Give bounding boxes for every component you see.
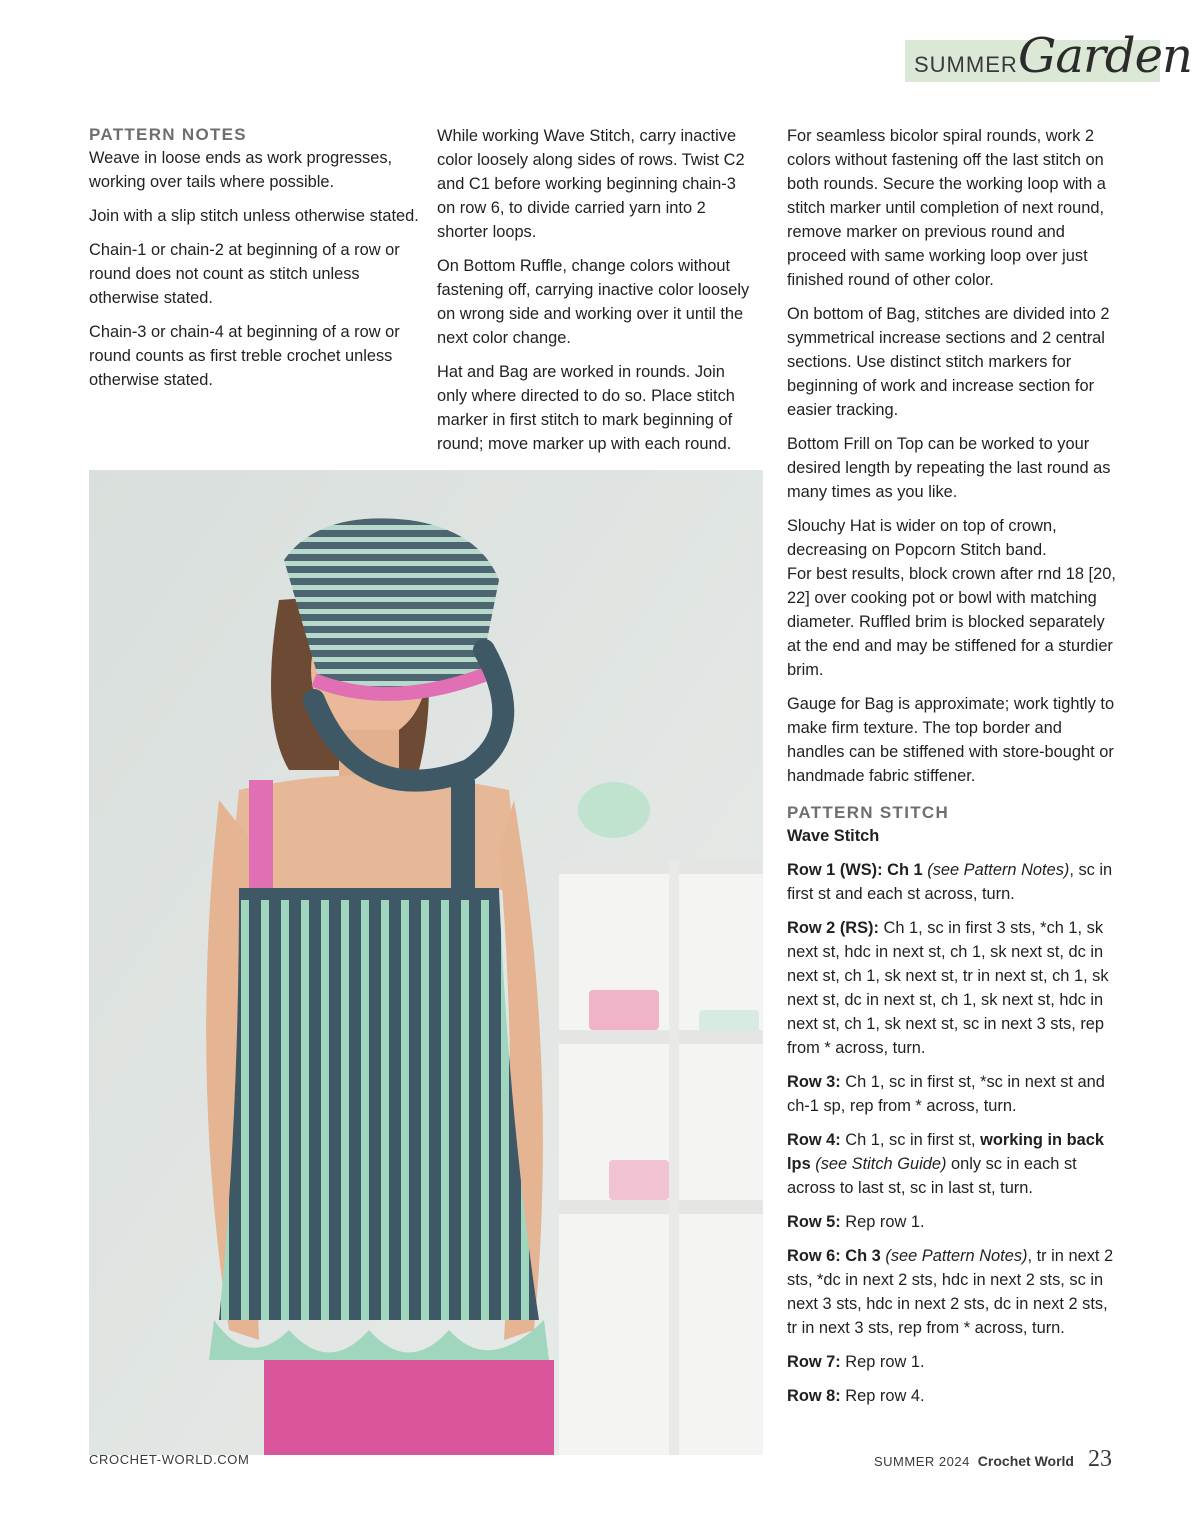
- row-text: only sc in each st across to last st, sc in last st, turn.: [787, 1155, 1077, 1197]
- note-paragraph: On Bottom Ruffle, change colors without fastening off, carrying inactive color loosely on wrong side and working over it until the next color change.: [437, 257, 750, 347]
- row-text: Rep row 1.: [840, 1213, 925, 1231]
- row-label: Row 7:: [787, 1353, 841, 1371]
- row-instruction: [787, 1128, 1117, 1200]
- row-label: Row 4:: [787, 1131, 841, 1149]
- note-paragraph: Weave in loose ends as work progresses, working over tails where possible.: [89, 149, 393, 191]
- shelf-edge: [559, 1200, 763, 1214]
- note-paragraph: Gauge for Bag is approximate; work tightly to make firm texture. The top border and handles can be stiffened with store-bought or handmade fabric stiffener.: [787, 695, 1115, 785]
- footer-folio: [874, 1446, 1112, 1473]
- folded-towels: [699, 1010, 759, 1032]
- row-instruction: [787, 1070, 1117, 1118]
- striped-hat-crown: [284, 518, 499, 690]
- row-emphasis: working in back lps: [787, 1131, 1104, 1173]
- row-reference: (see Pattern Notes): [880, 1247, 1028, 1265]
- note-paragraph: Chain-1 or chain-2 at beginning of a row or round does not count as stitch unless otherwise stated.: [89, 241, 400, 307]
- note-paragraph: Hat and Bag are worked in rounds. Join only where directed to do so. Place stitch marker in first stitch to mark beginning of round; move marker up with each round.: [437, 363, 735, 453]
- wave-stitch-title: Wave Stitch: [787, 827, 880, 845]
- note-paragraph: On bottom of Bag, stitches are divided into 2 symmetrical increase sections and 2 central sections. Use distinct stitch markers for beginning of work and increase section for easier tracking.: [787, 305, 1110, 419]
- ceramic-jar: [578, 782, 650, 838]
- wave-stitch-top: [219, 890, 539, 1320]
- note-paragraph: Slouchy Hat is wider on top of crown, decreasing on Popcorn Stitch band.: [787, 517, 1057, 559]
- pattern-notes-column-1: [89, 124, 424, 402]
- row-text: Ch 1, sc in first st, *sc in next st and ch-1 sp, rep from * across, turn.: [787, 1073, 1105, 1115]
- row-reference: (see Stitch Guide): [810, 1155, 947, 1173]
- note-paragraph: For best results, block crown after rnd 18 [20, 22] over cooking pot or bowl with matching diameter. Ruffled brim is blocked separately at the end and may be stiffened for a sturdier brim.: [787, 565, 1116, 679]
- shelf-unit: [559, 860, 763, 1455]
- model-photo: [89, 470, 763, 1455]
- note-paragraph: Chain-3 or chain-4 at beginning of a row or round counts as first treble crochet unless otherwise stated.: [89, 323, 400, 389]
- row-label: Row 1 (WS): Ch 1: [787, 861, 923, 879]
- row-instruction: [787, 1384, 1117, 1408]
- folded-towels: [589, 990, 659, 1030]
- folded-towels: [609, 1160, 669, 1200]
- row-instruction: [787, 1350, 1117, 1374]
- note-paragraph: While working Wave Stitch, carry inactive color loosely along sides of rows. Twist C2 and C1 before working beginning chain-3 on row 6, to divide carried yarn into 2 shorter loops.: [437, 127, 745, 241]
- row-label: Row 3:: [787, 1073, 841, 1091]
- row-label: Row 6: Ch 3: [787, 1247, 881, 1265]
- shelf-divider: [669, 860, 679, 1455]
- row-text: Ch 1, sc in first st,: [840, 1131, 981, 1149]
- pattern-notes-column-2: [437, 124, 757, 466]
- top-border: [239, 888, 499, 900]
- photo-illustration: [89, 470, 763, 1455]
- shelf-edge: [559, 1030, 763, 1044]
- footer-season: SUMMER 2024: [873, 1454, 970, 1469]
- header-summer-text: SUMMER: [914, 52, 1018, 77]
- pink-leggings: [264, 1360, 554, 1455]
- row-reference: (see Pattern Notes): [927, 861, 1070, 879]
- left-strap: [249, 780, 273, 890]
- note-paragraph: Bottom Frill on Top can be worked to your desired length by repeating the last round as many times as you like.: [787, 435, 1111, 501]
- row-instruction: [787, 858, 1117, 906]
- row-label: Row 5:: [787, 1213, 841, 1231]
- pattern-stitch-heading: PATTERN STITCH: [787, 803, 950, 822]
- note-paragraph: For seamless bicolor spiral rounds, work 2 colors without fastening off the last stitch on both rounds. Secure the working loop with a stitch marker until completion of next round, remove marker on previous round and proceed with same working loop over just finished round of other color.: [787, 127, 1106, 289]
- header-garden-script: Garden: [1018, 28, 1192, 84]
- row-text: , tr in next 2 sts, *dc in next 2 sts, hdc in next 2 sts, sc in next 3 sts, hdc in next 2 sts, dc in next 2 sts, tr in next 3 sts, rep from * across, turn.: [787, 1247, 1114, 1337]
- note-paragraph: Join with a slip stitch unless otherwise stated.: [89, 207, 419, 225]
- row-instruction: [787, 1210, 1117, 1234]
- footer-magazine: Crochet World: [977, 1453, 1074, 1469]
- row-text: Ch 1, sc in first 3 sts, *ch 1, sk next st, hdc in next st, ch 1, sk next st, dc in next st, ch 1, sk next st, tr in next st, ch 1, sk next st, dc in next st, ch 1, sk next st, hdc in next st, ch 1, sk next st, sc in next 3 sts, rep from * across, turn.: [787, 919, 1109, 1057]
- row-label: Row 2 (RS):: [787, 919, 879, 937]
- row-label: Row 8:: [787, 1387, 841, 1405]
- right-strap: [451, 780, 475, 890]
- row-text: Rep row 1.: [840, 1353, 925, 1371]
- row-text: , sc in first st and each st across, turn.: [787, 861, 1113, 903]
- pattern-notes-heading: PATTERN NOTES: [89, 125, 247, 144]
- page-number: 23: [1088, 1446, 1112, 1472]
- footer-website: CROCHET-WORLD.COM: [89, 1452, 250, 1467]
- shelf-edge: [559, 860, 763, 874]
- row-text: Rep row 4.: [840, 1387, 925, 1405]
- row-instruction: [787, 1244, 1117, 1340]
- pattern-notes-column-3: [787, 124, 1117, 1418]
- row-instruction: [787, 916, 1117, 1060]
